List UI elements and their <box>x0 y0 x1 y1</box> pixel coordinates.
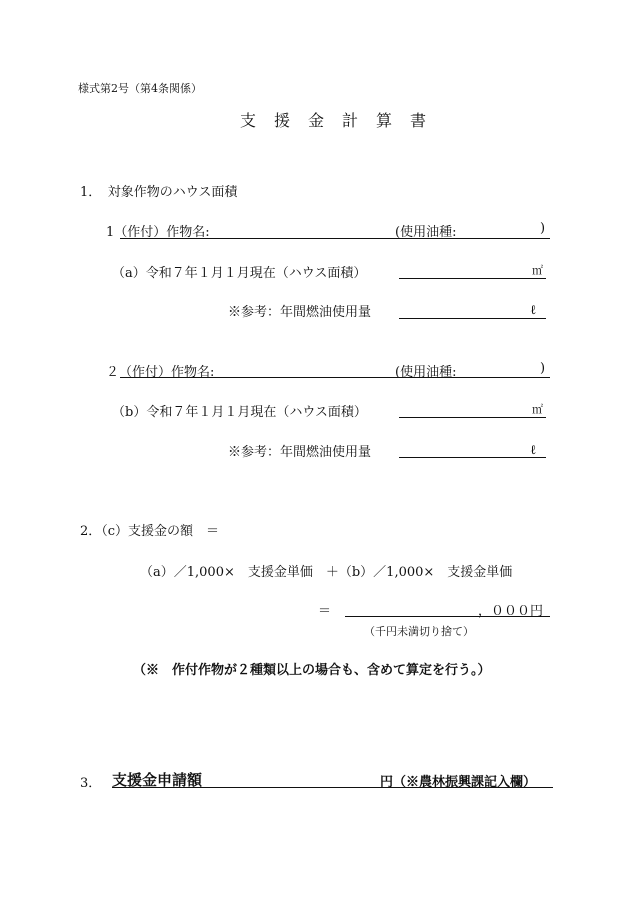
crop2-fuel-unit: ℓ <box>530 443 537 458</box>
calculation-note: （※ 作付作物が２種類以上の場合も、含めて算定を行う。） <box>133 663 491 678</box>
application-amount-field[interactable] <box>112 787 553 788</box>
crop2-fuel-label: ※参考：年間燃油使用量 <box>228 445 372 460</box>
section2-heading: 2．（c）支援金の額 ＝ <box>80 524 220 539</box>
crop2-name-field[interactable] <box>120 377 550 378</box>
calculation-formula: （a）／1,000× 支援金単価 ＋（b）／1,000× 支援金単価 <box>140 565 513 580</box>
crop2-fuel-field[interactable] <box>399 457 546 458</box>
crop1-oil-label: (使用油種: <box>395 225 457 240</box>
section1-heading: 1． 対象作物のハウス面積 <box>80 185 238 200</box>
crop1-area-label: （a）令和７年１月１月現在（ハウス面積） <box>112 266 367 281</box>
crop1-oil-close: ) <box>540 221 546 236</box>
form-number: 様式第2号（第4条関係） <box>78 82 202 95</box>
crop2-area-label: （b）令和７年１月１月現在（ハウス面積） <box>112 405 367 420</box>
section3-label: 支援金申請額 <box>112 771 203 789</box>
section3-number: 3． <box>80 776 102 791</box>
crop1-area-field[interactable] <box>399 278 546 279</box>
crop2-oil-label: (使用油種: <box>395 365 457 380</box>
equals-sign: ＝ <box>318 604 332 619</box>
crop1-fuel-field[interactable] <box>399 318 546 319</box>
crop1-fuel-unit: ℓ <box>530 303 537 318</box>
crop2-area-field[interactable] <box>399 417 546 418</box>
section3-suffix: 円（※農林振興課記入欄） <box>380 775 537 790</box>
page-title: 支援金計算書 <box>240 111 445 130</box>
crop2-name-label: ２（作付）作物名: <box>106 365 215 380</box>
crop2-area-unit: ㎡ <box>532 403 543 416</box>
crop1-fuel-label: ※参考：年間燃油使用量 <box>228 305 372 320</box>
crop1-name-field[interactable] <box>120 238 550 239</box>
rounding-note: （千円未満切り捨て） <box>364 625 474 638</box>
crop1-name-label: 1（作付）作物名: <box>106 225 210 240</box>
amount-suffix: ，０００円 <box>478 604 544 619</box>
crop2-oil-close: ) <box>540 361 546 376</box>
crop1-area-unit: ㎡ <box>532 264 543 277</box>
